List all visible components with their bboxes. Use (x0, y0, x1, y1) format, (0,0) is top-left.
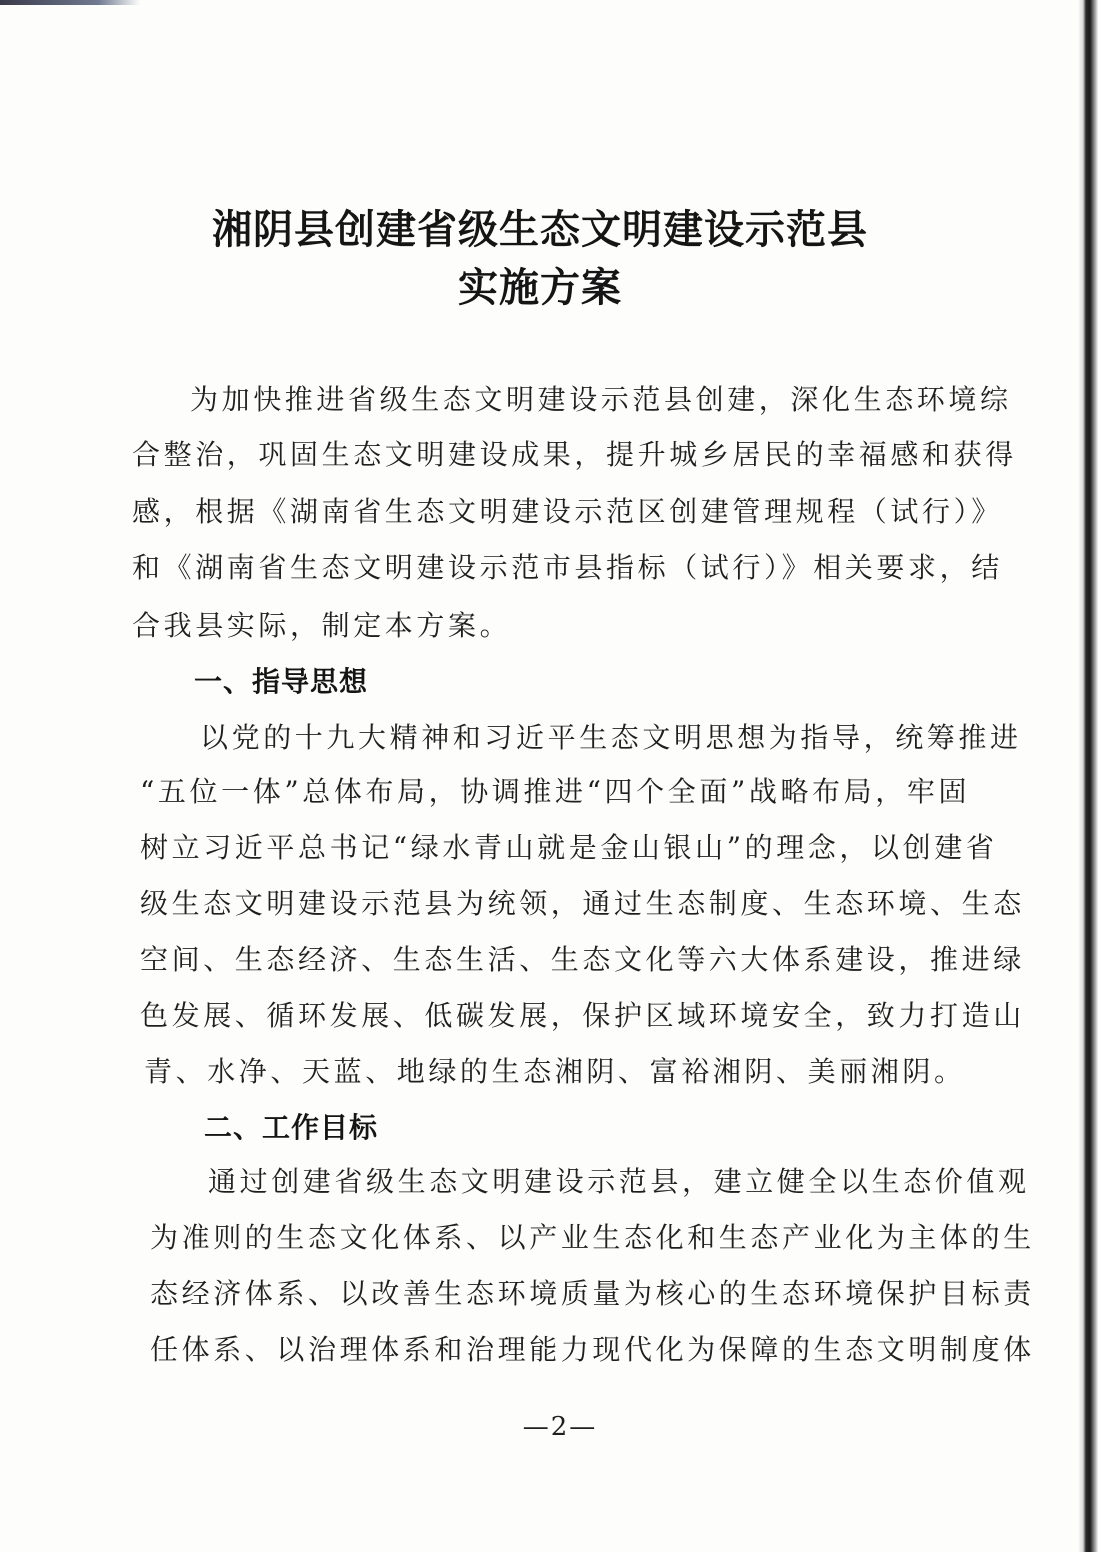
intro-line: 合我县实际，制定本方案。 (132, 609, 512, 642)
section-heading-work-goals: 二、工作目标 (204, 1111, 379, 1144)
section-1-line: “五位一体”总体布局，协调推进“四个全面”战略布局，牢固 (140, 775, 971, 808)
intro-line: 感，根据《湖南省生态文明建设示范区创建管理规程（试行）》 (132, 495, 1003, 528)
section-2-line: 为准则的生态文化体系、以产业生态化和生态产业化为主体的生 (150, 1221, 1035, 1254)
section-2-line: 任体系、以治理体系和治理能力现代化为保障的生态文明制度体 (150, 1333, 1035, 1366)
document-title-line-2: 实施方案 (458, 265, 622, 311)
section-heading-guiding-ideology: 一、指导思想 (194, 665, 369, 698)
intro-line: 和《湖南省生态文明建设示范市县指标（试行）》相关要求，结 (132, 551, 1003, 584)
section-1-line: 空间、生态经济、生态生活、生态文化等六大体系建设，推进绿 (140, 943, 1025, 976)
scan-artifact-top (0, 0, 140, 5)
section-2-line: 态经济体系、以改善生态环境质量为核心的生态环境保护目标责 (150, 1277, 1035, 1310)
section-1-line: 色发展、循环发展、低碳发展，保护区域环境安全，致力打造山 (140, 999, 1025, 1032)
section-1-line: 级生态文明建设示范县为统领，通过生态制度、生态环境、生态 (140, 887, 1025, 920)
document-title-line-1: 湘阴县创建省级生态文明建设示范县 (212, 207, 868, 253)
section-1-line: 以党的十九大精神和习近平生态文明思想为指导，统筹推进 (200, 721, 1022, 754)
page-number: —2— (522, 1412, 598, 1442)
section-1-line: 树立习近平总书记“绿水青山就是金山银山”的理念，以创建省 (140, 831, 998, 864)
intro-line: 为加快推进省级生态文明建设示范县创建，深化生态环境综 (190, 383, 1012, 416)
intro-line: 合整治，巩固生态文明建设成果，提升城乡居民的幸福感和获得 (132, 438, 1017, 471)
section-2-line: 通过创建省级生态文明建设示范县，建立健全以生态价值观 (208, 1165, 1030, 1198)
section-1-line: 青、水净、天蓝、地绿的生态湘阴、富裕湘阴、美丽湘阴。 (144, 1055, 966, 1088)
scan-artifact-right (1078, 0, 1098, 1552)
